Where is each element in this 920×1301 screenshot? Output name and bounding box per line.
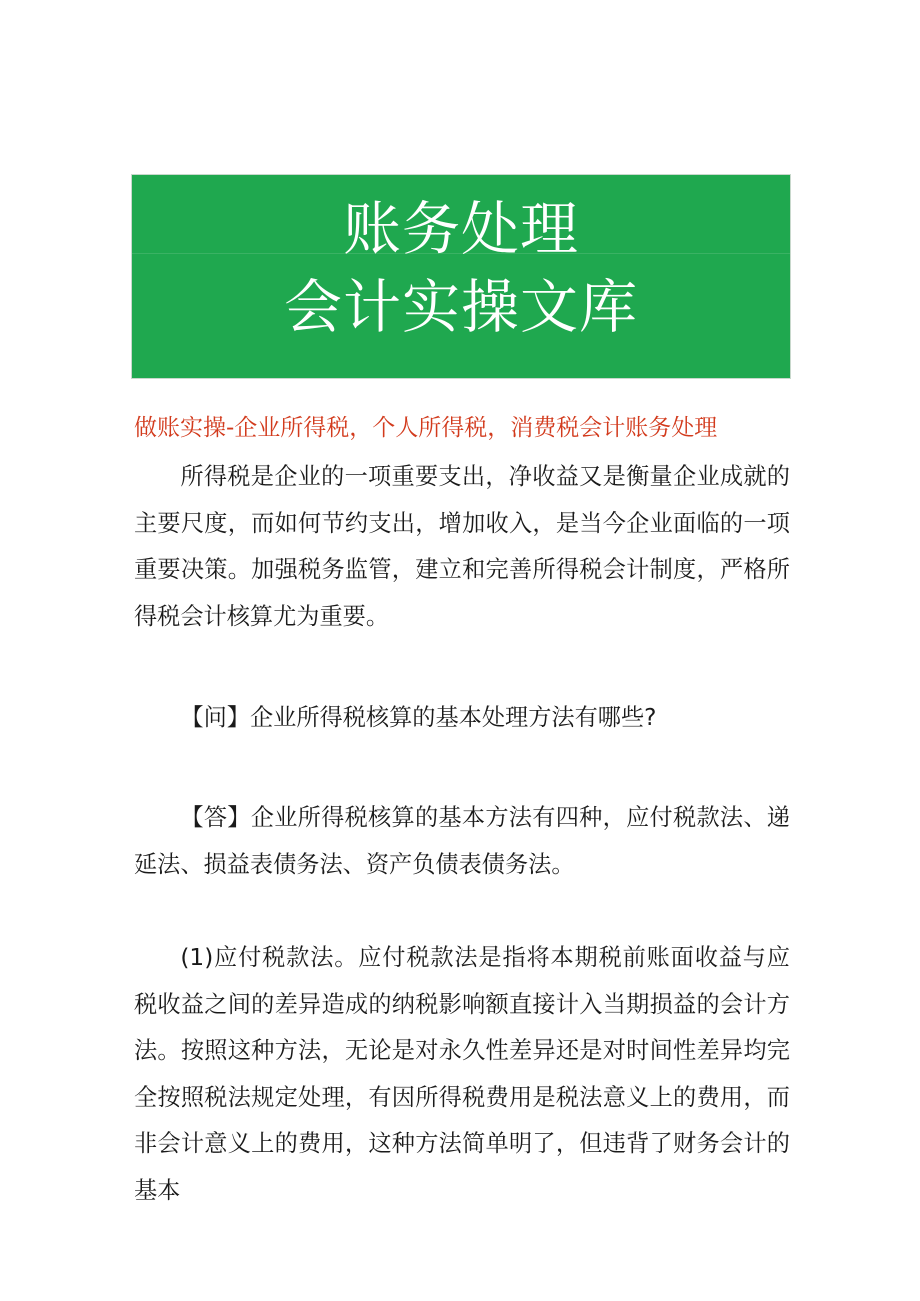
banner-subtitle: 会计实操文库: [283, 273, 638, 341]
article-title: 做账实操-企业所得税，个人所得税，消费税会计账务处理: [134, 415, 718, 441]
banner-title: 账务处理: [342, 195, 579, 263]
paragraph-method-1: (1)应付税款法。应付税款法是指将本期税前账面收益与应税收益之间的差异造成的纳税影响额直接计入当期损益的会计方法。按照这种方法，无论是对永久性差异还是对时间性差异均完全按照税法规定处理，有因所得税费用是税法意义上的费用，而非会计意义上的费用，这种方法简单明了，但违背了财务会计的基本: [134, 944, 790, 1204]
header-banner: [131, 174, 791, 379]
paragraph-question: 【问】企业所得税核算的基本处理方法有哪些?: [180, 704, 657, 731]
paragraph-intro: 所得税是企业的一项重要支出，净收益又是衡量企业成就的主要尺度，而如何节约支出，增加收入，是当今企业面临的一项重要决策。加强税务监管，建立和完善所得税会计制度，严格所得税会计核算尤为重要。: [134, 463, 790, 630]
paragraph-answer: 【答】企业所得税核算的基本方法有四种，应付税款法、递延法、损益表债务法、资产负债表债务法。: [134, 804, 790, 878]
